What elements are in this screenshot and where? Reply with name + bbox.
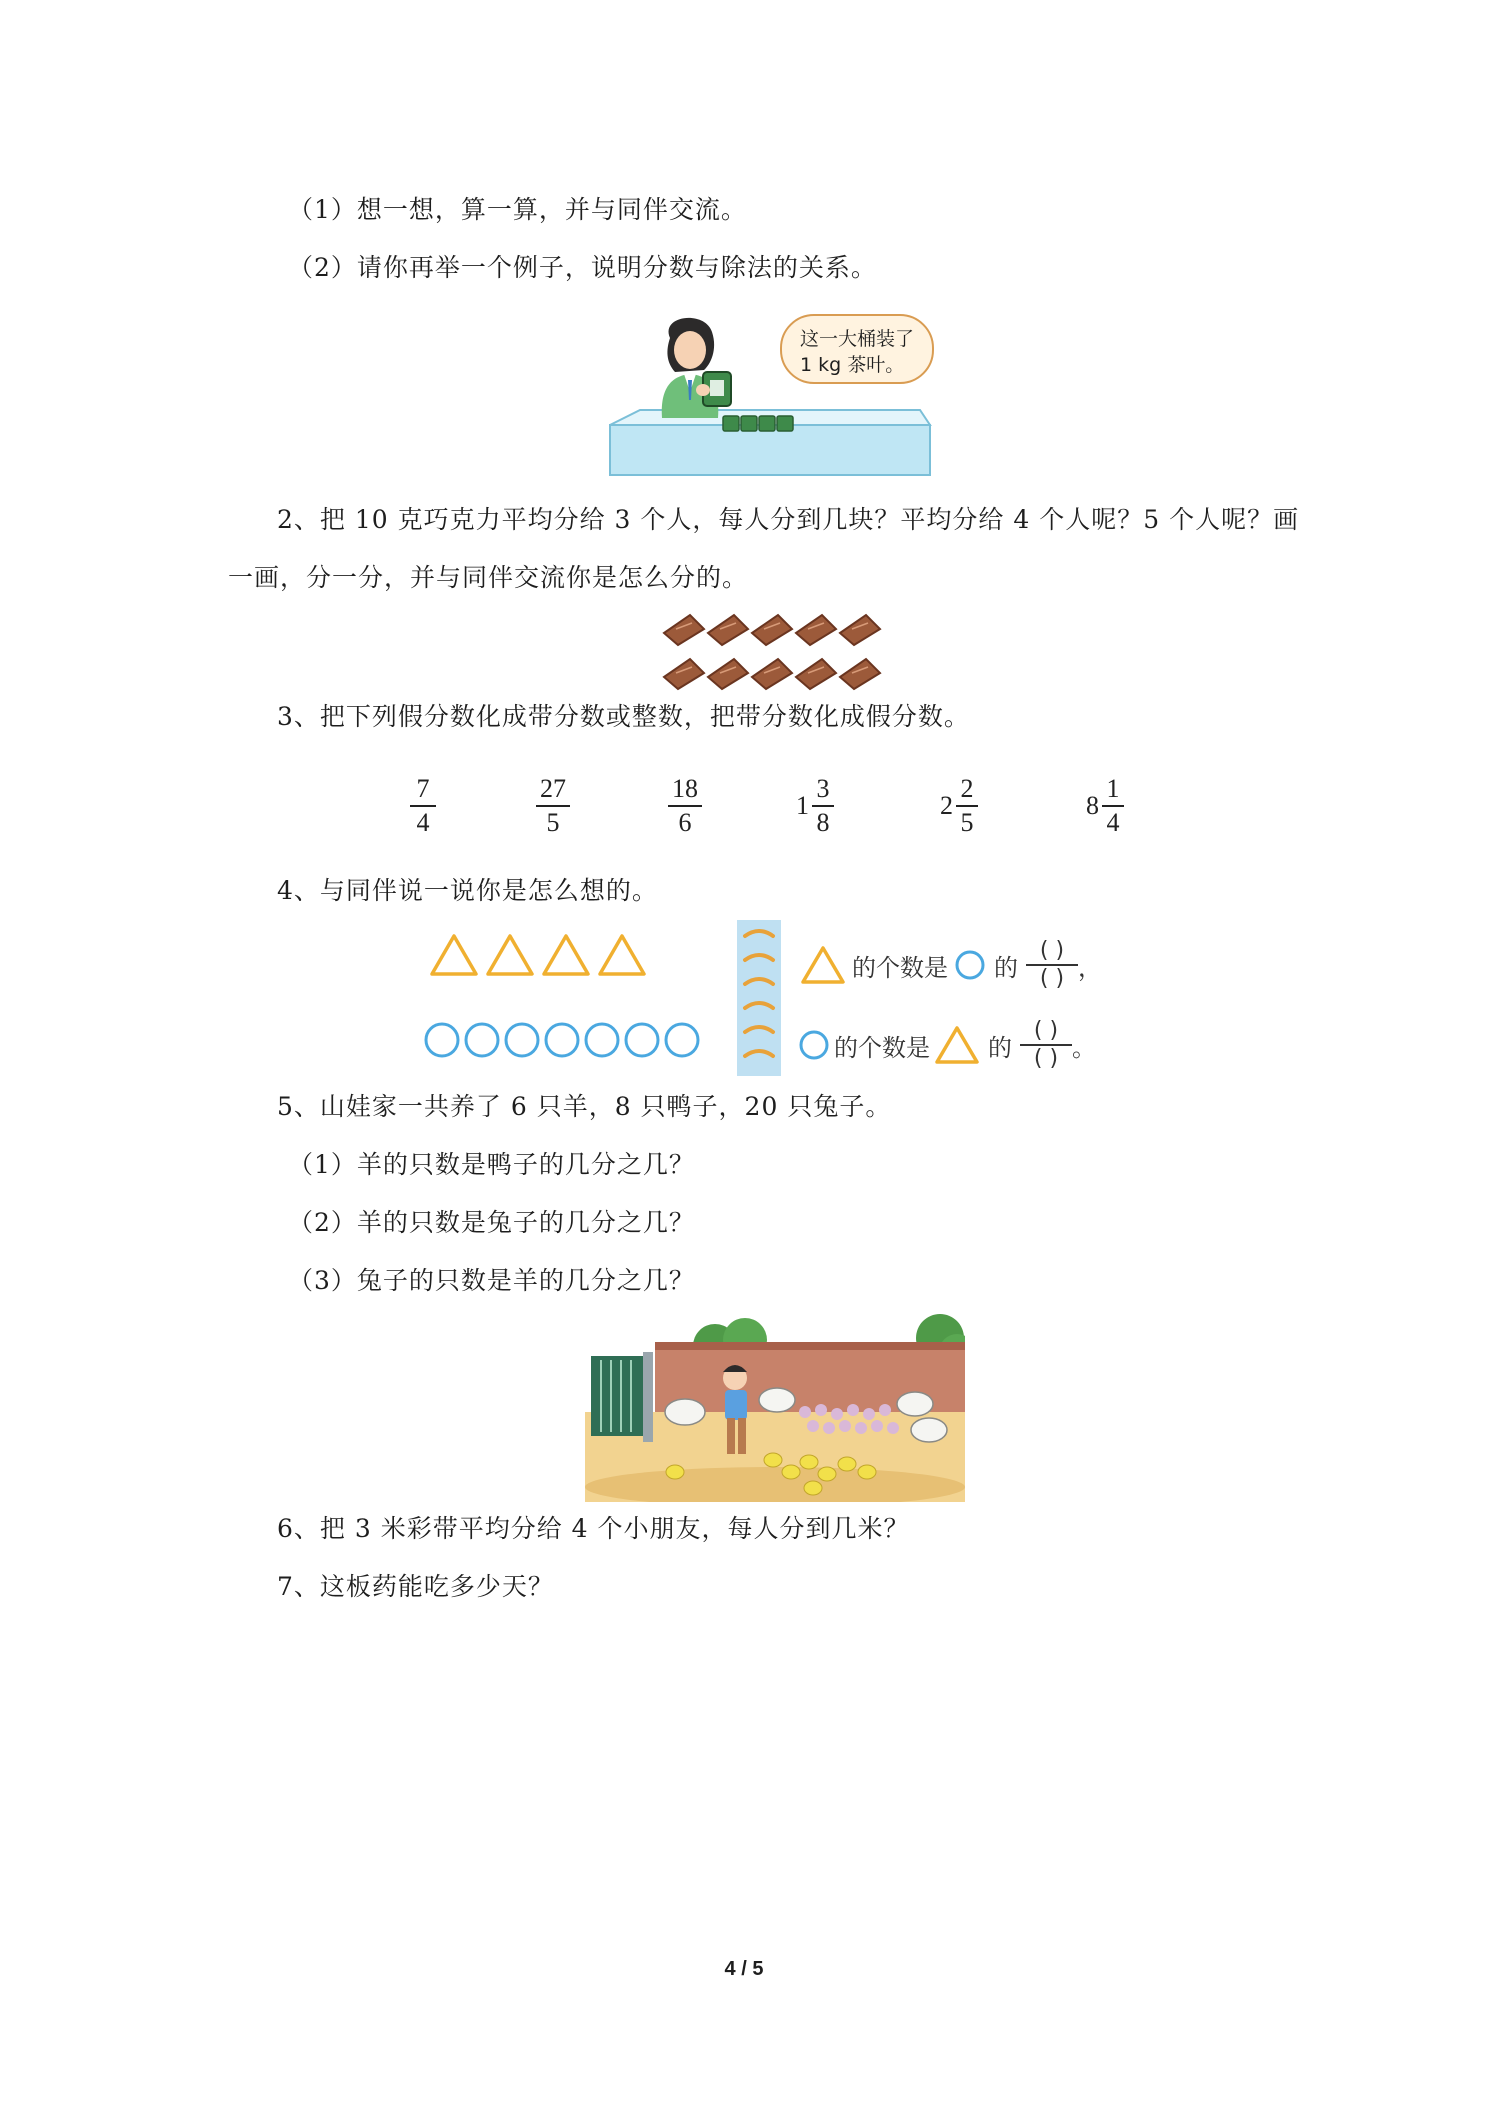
- q1-sub2: （2）请你再举一个例子，说明分数与除法的关系。: [288, 253, 877, 282]
- fraction-3: [668, 775, 702, 837]
- farm-illustration: [585, 1312, 965, 1502]
- mixed-1-num: 3: [816, 774, 830, 803]
- circle-shape: [626, 1024, 658, 1056]
- triangle-row: [428, 932, 660, 978]
- circle-shape: [466, 1024, 498, 1056]
- triangle-shape: [488, 936, 532, 974]
- triangle-shape: [432, 936, 476, 974]
- triangle-icon: [800, 944, 846, 986]
- circle-icon: [954, 949, 986, 981]
- fraction-2-num: 27: [540, 774, 566, 803]
- mixed-3-den: 4: [1106, 808, 1120, 837]
- triangle-shape: [544, 936, 588, 974]
- triangles-group: [428, 932, 660, 978]
- mixed-1-whole: 1: [796, 791, 809, 820]
- fraction-1: [410, 775, 436, 837]
- speech-line-2: 1 kg 茶叶。: [800, 354, 905, 376]
- q4-text: 4、与同伴说一说你是怎么想的。: [277, 876, 658, 905]
- stmt2-blank-num: ( ): [1033, 1018, 1059, 1043]
- stmt2-mid: 的个数是: [834, 1033, 930, 1062]
- q2-line1: 2、把 10 克巧克力平均分给 3 个人，每人分到几块？平均分给 4 个人呢？5 个人呢？画: [277, 505, 1300, 534]
- mixed-2-den: 5: [960, 808, 974, 837]
- stmt1-blank-num: ( ): [1039, 938, 1065, 963]
- speech-line-1: 这一大桶装了: [800, 328, 915, 350]
- stmt1-mid: 的个数是: [852, 953, 948, 982]
- speech-bubble: [780, 314, 934, 384]
- mixed-2-whole: 2: [940, 791, 953, 820]
- statement-1: [800, 940, 1102, 990]
- chocolate-illustration: [660, 611, 890, 695]
- q5-sub1: （1）羊的只数是鸭子的几分之几？: [288, 1150, 695, 1179]
- q5-text: 5、山娃家一共养了 6 只羊，8 只鸭子，20 只兔子。: [277, 1092, 892, 1121]
- notebook-binding: [737, 920, 781, 1076]
- mixed-number-1: [796, 775, 834, 837]
- stmt1-end: ，: [1078, 953, 1102, 982]
- circle-shape: [666, 1024, 698, 1056]
- fraction-3-num: 18: [672, 774, 698, 803]
- stmt1-blank-fraction: [1026, 940, 1078, 990]
- fraction-2: [536, 775, 570, 837]
- stmt2-blank-fraction: [1020, 1020, 1072, 1070]
- stmt2-de: 的: [988, 1033, 1012, 1062]
- mixed-2-num: 2: [960, 774, 974, 803]
- fraction-1-num: 7: [416, 774, 430, 803]
- circle-shape: [426, 1024, 458, 1056]
- fraction-1-den: 4: [416, 808, 430, 837]
- q6-text: 6、把 3 米彩带平均分给 4 个小朋友，每人分到几米？: [277, 1514, 910, 1543]
- statement-2: [798, 1020, 1096, 1070]
- q1-sub1: （1）想一想，算一算，并与同伴交流。: [288, 195, 747, 224]
- stmt1-de: 的: [994, 953, 1018, 982]
- q3-text: 3、把下列假分数化成带分数或整数，把带分数化成假分数。: [277, 702, 970, 731]
- circle-shape: [586, 1024, 618, 1056]
- fraction-3-den: 6: [678, 808, 692, 837]
- mixed-3-num: 1: [1106, 774, 1120, 803]
- triangle-icon: [934, 1024, 980, 1066]
- circle-shape: [506, 1024, 538, 1056]
- mixed-number-3: [1086, 775, 1124, 837]
- triangle-shape: [600, 936, 644, 974]
- fraction-2-den: 5: [546, 808, 560, 837]
- mixed-number-2: [940, 775, 978, 837]
- circles-group: [422, 1018, 704, 1062]
- q5-sub3: （3）兔子的只数是羊的几分之几？: [288, 1266, 695, 1295]
- stmt1-blank-den: ( ): [1039, 966, 1065, 991]
- stmt2-end: 。: [1072, 1033, 1096, 1062]
- q2-line2: 一画，分一分，并与同伴交流你是怎么分的。: [228, 563, 749, 592]
- circle-row: [422, 1018, 704, 1062]
- tea-illustration: [600, 310, 940, 480]
- page-number: 4 / 5: [724, 1958, 764, 1980]
- stmt2-blank-den: ( ): [1033, 1046, 1059, 1071]
- q7-text: 7、这板药能吃多少天？: [277, 1572, 554, 1601]
- q5-sub2: （2）羊的只数是兔子的几分之几？: [288, 1208, 695, 1237]
- mixed-1-den: 8: [816, 808, 830, 837]
- circle-icon: [798, 1029, 830, 1061]
- mixed-3-whole: 8: [1086, 791, 1099, 820]
- circle-shape: [546, 1024, 578, 1056]
